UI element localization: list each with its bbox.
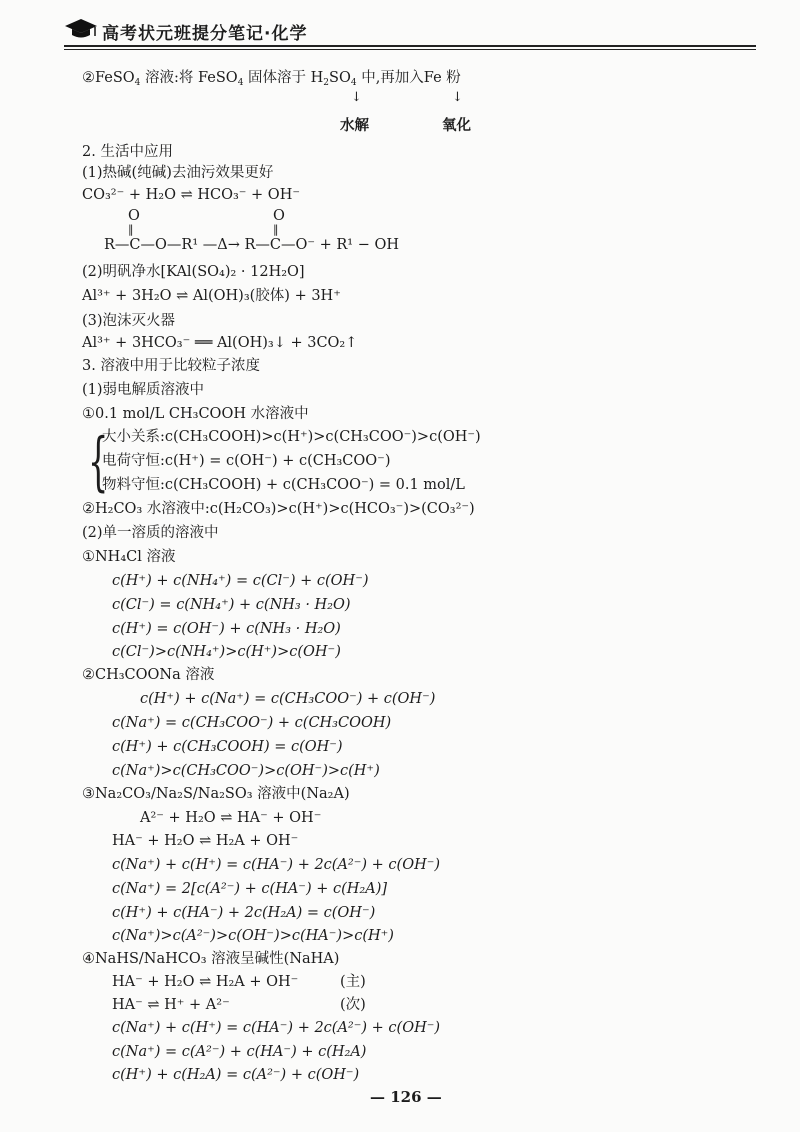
note-secondary: (次) (340, 997, 366, 1013)
ester-hydrolysis-equation: R—C—O—R¹ —Δ→ R—C—O⁻ + R¹ − OH (104, 237, 400, 253)
subsection-heading: (1)热碱(纯碱)去油污效果更好 (82, 165, 274, 181)
relation-line: c(H⁺) + c(CH₃COOH) = c(OH⁻) (112, 739, 343, 755)
relation-line: c(H⁺) + c(NH₄⁺) = c(Cl⁻) + c(OH⁻) (112, 573, 369, 589)
header-rule-thin (64, 49, 756, 50)
relation-line: c(H⁺) = c(OH⁻) + c(NH₃ · H₂O) (112, 621, 341, 637)
relation-line: c(H⁺) + c(HA⁻) + 2c(H₂A) = c(OH⁻) (112, 905, 376, 921)
item-heading: ②H₂CO₃ 水溶液中:c(H₂CO₃)>c(H⁺)>c(HCO₃⁻)>(CO₃²⁻) (82, 501, 475, 517)
equation: Al³⁺ + 3H₂O ⇌ Al(OH)₃(胶体) + 3H⁺ (82, 288, 341, 304)
equation: HA⁻ + H₂O ⇌ H₂A + OH⁻ (112, 974, 299, 990)
relation-line: c(H⁺) + c(Na⁺) = c(CH₃COO⁻) + c(OH⁻) (140, 691, 436, 707)
relation-line: c(H⁺) + c(H₂A) = c(A²⁻) + c(OH⁻) (112, 1067, 360, 1083)
subsection-heading: (2)单一溶质的溶液中 (82, 525, 219, 541)
item-heading: ①0.1 mol/L CH₃COOH 水溶液中 (82, 406, 309, 422)
carbonyl-oxygen: O (273, 208, 285, 224)
relation-line: c(Na⁺) + c(H⁺) = c(HA⁻) + 2c(A²⁻) + c(OH⁻) (112, 1020, 441, 1036)
equation: HA⁻ + H₂O ⇌ H₂A + OH⁻ (112, 833, 299, 849)
text-segment: 溶液:将 FeSO (140, 70, 238, 86)
carbonyl-oxygen: O (128, 208, 140, 224)
feso4-preparation-line: ②FeSO$_4$ 溶液:将 FeSO$_4$ 固体溶于 $H_2SO_4$ 中,再加入Fe 粉 (82, 70, 461, 88)
item-heading: ②CH₃COONa 溶液 (82, 667, 215, 683)
relation-line: c(Na⁺) = 2[c(A²⁻) + c(HA⁻) + c(H₂A)] (112, 881, 388, 897)
relation-line: c(Na⁺) = c(CH₃COO⁻) + c(CH₃COOH) (112, 715, 392, 731)
equation: Al³⁺ + 3HCO₃⁻ ══ Al(OH)₃↓ + 3CO₂↑ (82, 335, 358, 351)
subsection-heading: (3)泡沫灭火器 (82, 313, 176, 329)
left-brace: { (88, 425, 109, 499)
running-header (64, 14, 764, 46)
label-hydrolysis: 水解 (340, 117, 369, 134)
relation-line: c(Na⁺) = c(A²⁻) + c(HA⁻) + c(H₂A) (112, 1044, 367, 1060)
concentration-relation: 大小关系:c(CH₃COOH)>c(H⁺)>c(CH₃COO⁻)>c(OH⁻) (102, 429, 481, 445)
equation: A²⁻ + H₂O ⇌ HA⁻ + OH⁻ (140, 810, 322, 826)
relation-line: c(Na⁺)>c(A²⁻)>c(OH⁻)>c(HA⁻)>c(H⁺) (112, 928, 394, 944)
book-title: 高考状元班提分笔记·化学 (102, 24, 308, 44)
header-rule-thick (64, 45, 756, 47)
graduation-cap-icon (64, 18, 98, 40)
down-arrow-icon: ↓ (351, 90, 362, 105)
relation-line: c(Na⁺)>c(CH₃COO⁻)>c(OH⁻)>c(H⁺) (112, 763, 380, 779)
page-number: — 126 — (370, 1088, 442, 1106)
note-main: (主) (340, 974, 366, 990)
text-segment: SO (329, 70, 351, 86)
material-conservation: 物料守恒:c(CH₃COOH) + c(CH₃COO⁻) = 0.1 mol/L (102, 477, 465, 493)
equation: CO₃²⁻ + H₂O ⇌ HCO₃⁻ + OH⁻ (82, 187, 300, 203)
charge-conservation: 电荷守恒:c(H⁺) = c(OH⁻) + c(CH₃COO⁻) (102, 453, 391, 469)
subsection-heading: (2)明矾净水[KAl(SO₄)₂ · 12H₂O] (82, 264, 305, 280)
relation-line: c(Na⁺) + c(H⁺) = c(HA⁻) + 2c(A²⁻) + c(OH⁻) (112, 857, 441, 873)
relation-line: c(Cl⁻) = c(NH₄⁺) + c(NH₃ · H₂O) (112, 597, 351, 613)
relation-line: c(Cl⁻)>c(NH₄⁺)>c(H⁺)>c(OH⁻) (112, 644, 341, 660)
text-segment: 固体溶于 H (243, 70, 324, 86)
text-segment: 中,再加入Fe 粉 (356, 70, 461, 86)
item-heading: ④NaHS/NaHCO₃ 溶液呈碱性(NaHA) (82, 951, 340, 967)
equation: HA⁻ ⇌ H⁺ + A²⁻ (112, 997, 230, 1013)
down-arrow-icon: ↓ (452, 90, 463, 105)
subsection-heading: (1)弱电解质溶液中 (82, 382, 205, 398)
item-heading: ①NH₄Cl 溶液 (82, 549, 176, 565)
double-bond-mark: ‖ (128, 223, 134, 236)
item-heading: ③Na₂CO₃/Na₂S/Na₂SO₃ 溶液中(Na₂A) (82, 786, 350, 802)
section-heading: 3. 溶液中用于比较粒子浓度 (82, 358, 260, 374)
section-heading: 2. 生活中应用 (82, 144, 173, 160)
double-bond-mark: ‖ (273, 223, 279, 236)
label-oxidation: 氧化 (442, 117, 471, 134)
text-segment: ②FeSO (82, 70, 135, 86)
